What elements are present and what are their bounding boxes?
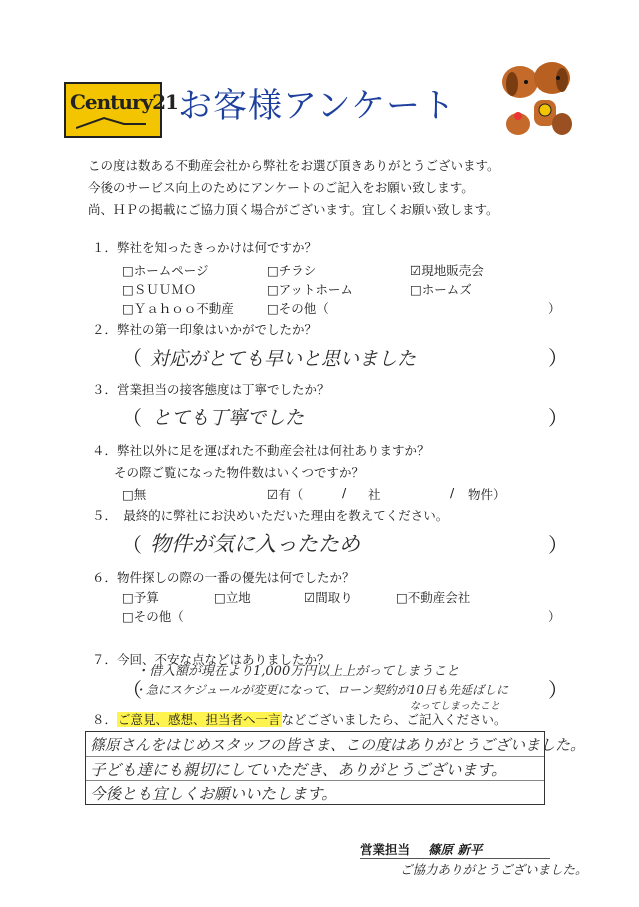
question-8-rest: などございましたら、ご記入ください。: [281, 712, 507, 727]
staff-underline: [360, 858, 550, 859]
q3-handwritten-answer: とても丁寧でした: [152, 407, 305, 429]
q1-option-yahoo[interactable]: □Ｙａｈｏｏ不動産: [122, 301, 234, 316]
q6-option-budget[interactable]: □予算: [122, 590, 159, 605]
q2-open-paren: （: [122, 346, 142, 370]
q1-option-other[interactable]: □その他（: [267, 301, 329, 316]
q7-handwritten-line-3: なってしまったこと: [410, 701, 500, 712]
q4-option-yes[interactable]: ☑有（: [267, 487, 304, 502]
q2-close-paren: ）: [548, 346, 568, 370]
comment-handwritten-line-1: 篠原さんをはじめスタッフの皆さま、この度はありがとうございました。: [90, 736, 586, 754]
q1-option-athome[interactable]: □アットホーム: [267, 282, 353, 297]
question-6: ６．物件探しの際の一番の優先は何でしたか？: [92, 570, 355, 585]
q1-option-homepage[interactable]: □ホームページ: [122, 263, 209, 278]
question-8-highlight: ご意見、感想、担当者へ一言: [118, 712, 281, 727]
q6-option-agency[interactable]: □不動産会社: [396, 590, 471, 605]
q1-option-open-house[interactable]: ☑現地販売会: [410, 263, 484, 278]
comment-handwritten-line-3: 今後とも宜しくお願いいたします。: [90, 785, 337, 803]
comment-rule-2: [86, 780, 544, 781]
question-3: ３．営業担当の接客態度は丁寧でしたか？: [92, 382, 330, 397]
q7-handwritten-line-2: ・急にスケジュールが変更になって、ローン契約が10日も先延ばしに: [134, 683, 509, 697]
q3-close-paren: ）: [548, 406, 568, 430]
comment-box[interactable]: [85, 731, 586, 805]
intro-line-1: この度は数ある不動産会社から弊社をお選び頂きありがとうございます。: [88, 158, 500, 173]
q7-open-paren: （: [122, 678, 142, 702]
q6-option-layout[interactable]: ☑間取り: [304, 590, 353, 605]
question-8: [92, 710, 507, 728]
thanks-message: ご協力ありがとうございました。: [400, 862, 588, 877]
century21-logo: [64, 82, 178, 138]
q4-unit-company: 社: [368, 487, 381, 502]
q4-slash-1: /: [342, 485, 347, 500]
q6-option-location[interactable]: □立地: [214, 590, 251, 605]
q3-open-paren: （: [122, 406, 142, 430]
question-4-sub: その際ご覧になった物件数はいくつですか？: [114, 465, 365, 480]
house-roof-icon: [76, 116, 146, 130]
q1-option-suumo[interactable]: □ＳＵＵＭＯ: [122, 282, 197, 297]
comment-handwritten-line-2: 子ども達にも親切にしていただき、ありがとうございます。: [90, 761, 507, 779]
q7-close-paren: ）: [548, 678, 568, 702]
q1-option-flyer[interactable]: □チラシ: [267, 263, 317, 278]
dog-mascot-icon: [492, 52, 578, 142]
staff-label: 営業担当: [360, 842, 411, 857]
page-title: お客様アンケート: [178, 86, 456, 126]
comment-rule-1: [86, 756, 544, 757]
q4-slash-2: /: [450, 485, 455, 500]
question-1: １．弊社を知ったきっかけは何ですか？: [92, 240, 318, 255]
q1-option-homes[interactable]: □ホームズ: [410, 282, 472, 297]
q5-close-paren: ）: [548, 533, 568, 557]
question-5: ５． 最終的に弊社にお決めいただいた理由を教えてください。: [92, 508, 449, 523]
question-8-number: ８．: [92, 712, 118, 727]
question-7: ７．今回、不安な点などはありましたか？: [92, 652, 330, 667]
q4-option-none[interactable]: □無: [122, 487, 147, 502]
q2-handwritten-answer: 対応がとても早いと思いました: [150, 348, 417, 370]
logo-text: Century21: [70, 90, 178, 114]
staff-name: 篠原 新平: [428, 842, 483, 857]
q5-open-paren: （: [122, 533, 142, 557]
q1-other-close-paren: ）: [548, 301, 561, 316]
intro-line-3: 尚、ＨＰの掲載にご協力頂く場合がございます。宜しくお願い致します。: [88, 202, 499, 217]
question-2: ２．弊社の第一印象はいかがでしたか？: [92, 322, 318, 337]
q5-handwritten-answer: 物件が気に入ったため: [150, 532, 360, 556]
q6-other-close-paren: ）: [548, 609, 561, 624]
q7-handwritten-line-1: ・借入額が現在より1,000万円以上上がってしまうこと: [136, 664, 460, 679]
question-4: ４．弊社以外に足を運ばれた不動産会社は何社ありますか？: [92, 443, 430, 458]
q4-unit-property: 物件）: [468, 487, 506, 502]
q6-option-other[interactable]: □その他（: [122, 609, 184, 624]
intro-line-2: 今後のサービス向上のためにアンケートのご記入をお願い致します。: [88, 180, 474, 195]
